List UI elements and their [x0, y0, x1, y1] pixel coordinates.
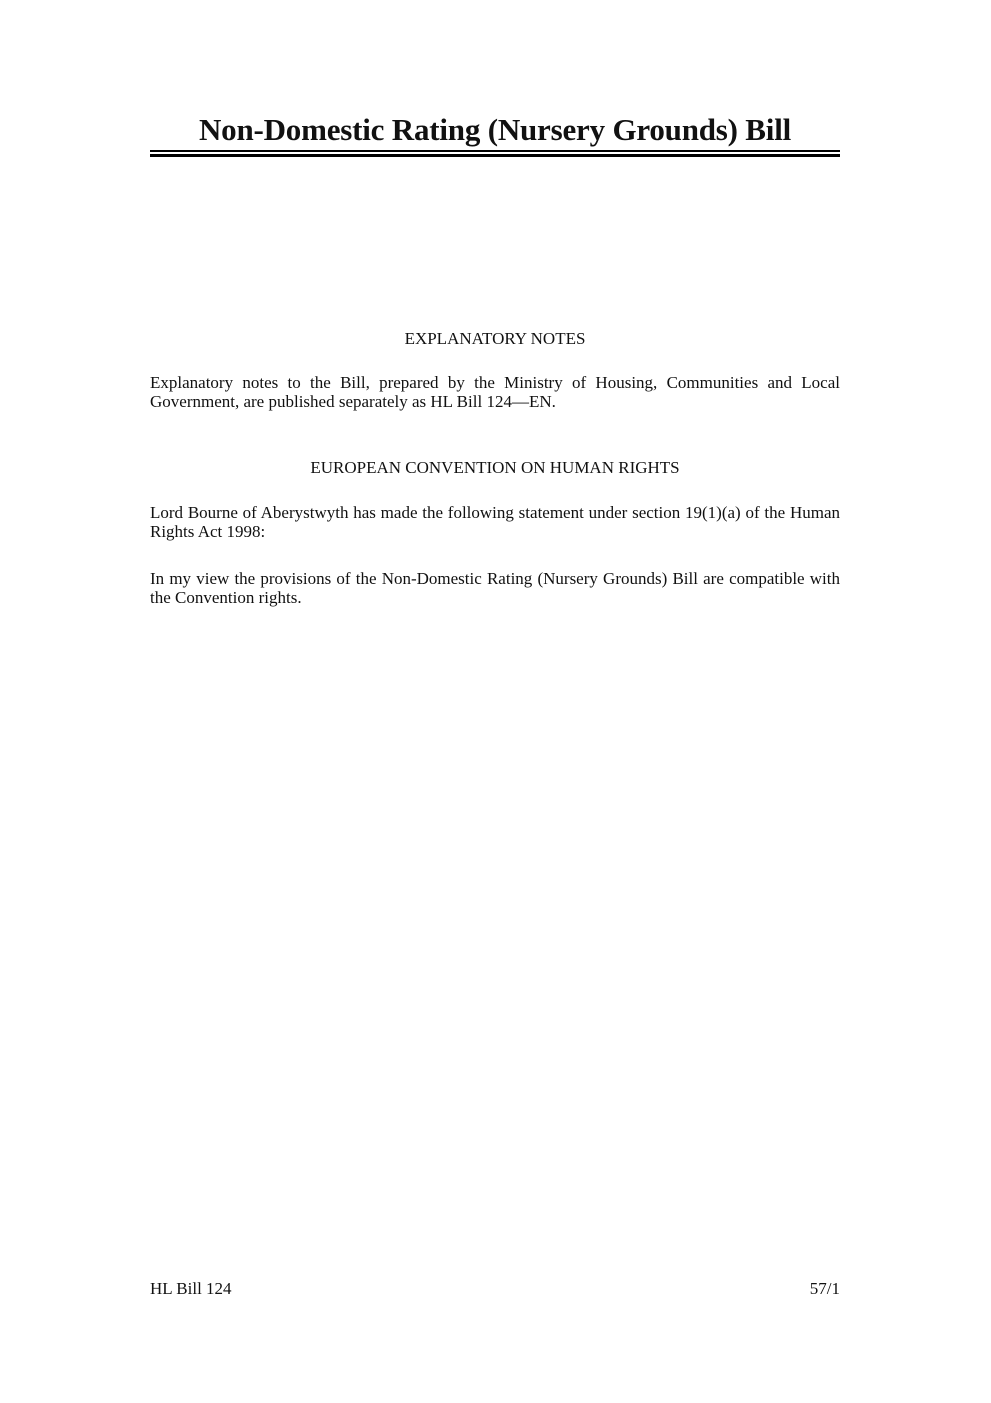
document-title: Non-Domestic Rating (Nursery Grounds) Bill [198, 112, 792, 147]
title-rule-thin [150, 150, 840, 152]
footer-print-number: 57/1 [809, 1279, 840, 1298]
echr-statement-intro: Lord Bourne of Aberystwyth has made the following statement under section 19(1)(a) of the Human Rights Act 1998: [150, 503, 840, 541]
explanatory-notes-paragraph: Explanatory notes to the Bill, prepared by the Ministry of Housing, Communities and Local Government, are published separately as HL Bill 124—EN. [150, 373, 840, 411]
title-rule-thick [150, 154, 840, 157]
echr-statement: In my view the provisions of the Non-Domestic Rating (Nursery Grounds) Bill are compatible with the Convention rights. [150, 569, 840, 607]
section-heading-explanatory-notes: EXPLANATORY NOTES [404, 329, 586, 348]
section-heading-echr: EUROPEAN CONVENTION ON HUMAN RIGHTS [310, 458, 680, 477]
footer-bill-reference: HL Bill 124 [150, 1279, 232, 1298]
